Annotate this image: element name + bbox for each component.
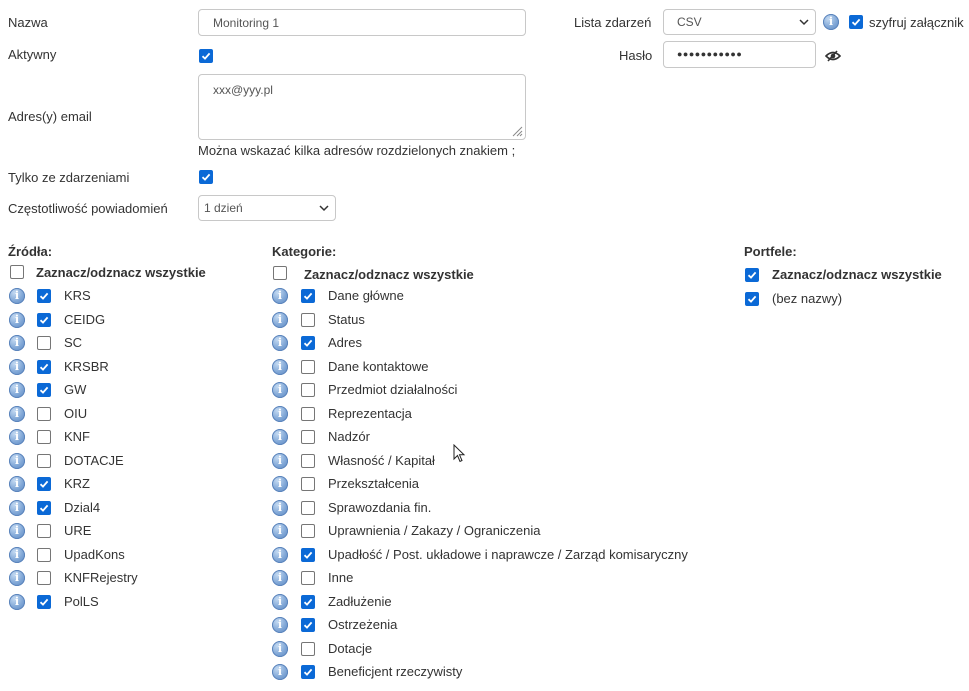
categories-item-checkbox[interactable] (301, 618, 315, 632)
info-icon[interactable]: i (272, 523, 288, 539)
events-only-checkbox[interactable] (199, 170, 213, 184)
check-icon (851, 17, 861, 27)
categories-select-all-label: Zaznacz/odznacz wszystkie (304, 267, 474, 282)
info-icon[interactable]: i (9, 406, 25, 422)
check-icon (303, 667, 313, 677)
chevron-down-icon (799, 17, 809, 27)
categories-item-checkbox[interactable] (301, 407, 315, 421)
info-icon[interactable]: i (272, 335, 288, 351)
frequency-label: Częstotliwość powiadomień (8, 201, 168, 216)
info-icon[interactable]: i (9, 594, 25, 610)
check-icon (39, 597, 49, 607)
sources-item-label: KRSBR (64, 358, 109, 374)
categories-item-label: Adres (328, 335, 362, 350)
info-icon[interactable]: i (272, 406, 288, 422)
portfolios-header: Portfele: (744, 244, 797, 259)
password-value: ●●●●●●●●●●● (677, 49, 743, 59)
sources-item-label: GW (64, 382, 87, 397)
sources-item-label: KRZ (64, 476, 90, 491)
info-icon[interactable]: i (272, 382, 288, 398)
check-icon (39, 291, 49, 301)
info-icon[interactable]: i (9, 523, 25, 539)
email-textarea[interactable] (198, 74, 526, 140)
portfolios-item-label: (bez nazwy) (772, 291, 843, 306)
info-icon[interactable]: i (9, 547, 25, 563)
sources-item-checkbox[interactable] (37, 383, 51, 397)
active-checkbox[interactable] (199, 49, 213, 63)
categories-item-label: Dotacje (328, 640, 373, 656)
sources-item-checkbox[interactable] (37, 407, 51, 421)
info-icon[interactable]: i (9, 382, 25, 398)
check-icon (201, 172, 211, 182)
categories-item-checkbox[interactable] (301, 477, 315, 491)
check-icon (303, 338, 313, 348)
sources-item-checkbox[interactable] (37, 289, 51, 303)
sources-item-label: KNFRejestry (64, 570, 138, 585)
info-icon[interactable]: i (272, 617, 288, 633)
categories-item-label: Własność / Kapitał (328, 452, 435, 468)
info-icon[interactable]: i (9, 312, 25, 328)
info-icon[interactable]: i (272, 570, 288, 586)
sources-item-checkbox[interactable] (37, 430, 51, 444)
portfolios-select-all-label: Zaznacz/odznacz wszystkie (772, 267, 942, 282)
name-label: Nazwa (8, 15, 48, 30)
sources-item-label: SC (64, 335, 83, 350)
sources-item-label: KRS (64, 288, 91, 303)
info-icon[interactable]: i (272, 500, 288, 516)
categories-item-checkbox[interactable] (301, 313, 315, 327)
info-icon[interactable]: i (9, 500, 25, 516)
sources-item-label: KNF (64, 429, 90, 444)
sources-item-label: UpadKons (64, 546, 125, 562)
check-icon (303, 291, 313, 301)
sources-item-checkbox[interactable] (37, 477, 51, 491)
chevron-down-icon (319, 203, 329, 213)
check-icon (39, 479, 49, 489)
categories-item-label: Beneficjent rzeczywisty (328, 664, 463, 679)
info-icon[interactable]: i (9, 359, 25, 375)
portfolios-item-checkbox[interactable] (745, 292, 759, 306)
categories-item-label: Inne (328, 570, 354, 585)
sources-item-checkbox[interactable] (37, 548, 51, 562)
info-icon[interactable]: i (272, 594, 288, 610)
info-icon[interactable]: i (272, 641, 288, 657)
check-icon (747, 294, 757, 304)
categories-item-checkbox[interactable] (301, 501, 315, 515)
categories-item-label: Nadzór (328, 429, 370, 444)
info-icon[interactable]: i (9, 453, 25, 469)
categories-item-checkbox[interactable] (301, 665, 315, 679)
check-icon (303, 620, 313, 630)
categories-item-label: Status (328, 311, 365, 327)
categories-item-checkbox[interactable] (301, 360, 315, 374)
sources-item-checkbox[interactable] (37, 336, 51, 350)
check-icon (39, 362, 49, 372)
categories-item-label: Ostrzeżenia (328, 617, 398, 632)
categories-item-label: Dane kontaktowe (328, 358, 429, 374)
mouse-cursor-icon (453, 444, 467, 464)
categories-item-checkbox[interactable] (301, 336, 315, 350)
resize-grip-icon[interactable] (511, 125, 523, 137)
info-icon[interactable]: i (9, 335, 25, 351)
eye-slash-icon[interactable] (825, 49, 841, 63)
email-label: Adres(y) email (8, 109, 92, 124)
info-icon[interactable]: i (272, 547, 288, 563)
check-icon (39, 315, 49, 325)
encrypt-checkbox[interactable] (849, 15, 863, 29)
sources-item-label: URE (64, 523, 92, 538)
categories-item-label: Zadłużenie (328, 593, 392, 609)
portfolios-select-all-checkbox[interactable] (745, 268, 759, 282)
sources-item-checkbox[interactable] (37, 524, 51, 538)
categories-item-checkbox[interactable] (301, 524, 315, 538)
events-list-label: Lista zdarzeń (574, 15, 652, 30)
info-icon[interactable]: i (272, 288, 288, 304)
sources-item-label: DOTACJE (64, 452, 124, 468)
info-icon[interactable]: i (9, 570, 25, 586)
events-list-value: CSV (677, 15, 702, 29)
sources-item-label: OIU (64, 405, 88, 421)
sources-select-all-checkbox[interactable] (10, 265, 24, 279)
sources-item-checkbox[interactable] (37, 360, 51, 374)
sources-item-checkbox[interactable] (37, 501, 51, 515)
events-only-label: Tylko ze zdarzeniami (8, 170, 130, 185)
email-hint: Można wskazać kilka adresów rozdzielonych znakiem ; (198, 143, 516, 158)
frequency-value: 1 dzień (204, 201, 243, 215)
categories-item-label: Sprawozdania fin. (328, 499, 432, 515)
categories-item-checkbox[interactable] (301, 642, 315, 656)
info-icon[interactable]: i (272, 476, 288, 492)
sources-item-label: CEIDG (64, 311, 106, 327)
info-icon[interactable]: i (272, 359, 288, 375)
sources-item-checkbox[interactable] (37, 454, 51, 468)
check-icon (303, 597, 313, 607)
active-label: Aktywny (8, 47, 57, 62)
categories-select-all-checkbox[interactable] (273, 266, 287, 280)
events-list-select[interactable] (663, 9, 816, 35)
sources-select-all-label: Zaznacz/odznacz wszystkie (36, 265, 206, 280)
name-input[interactable] (198, 9, 526, 36)
categories-item-checkbox[interactable] (301, 289, 315, 303)
categories-item-checkbox[interactable] (301, 548, 315, 562)
info-icon[interactable]: i (9, 476, 25, 492)
encrypt-label: szyfruj załącznik (869, 15, 964, 30)
categories-item-checkbox[interactable] (301, 383, 315, 397)
info-icon[interactable]: i (272, 453, 288, 469)
categories-header: Kategorie: (272, 244, 337, 259)
password-input[interactable] (663, 41, 816, 68)
categories-item-checkbox[interactable] (301, 454, 315, 468)
categories-item-label: Dane główne (328, 288, 404, 303)
categories-item-label: Reprezentacja (328, 405, 412, 421)
sources-item-checkbox[interactable] (37, 571, 51, 585)
categories-item-checkbox[interactable] (301, 595, 315, 609)
check-icon (747, 270, 757, 280)
info-icon[interactable]: i (272, 312, 288, 328)
sources-header: Źródła: (8, 244, 53, 259)
categories-item-label: Upadłość / Post. układowe i naprawcze / Zarząd komisaryczny (328, 546, 688, 562)
categories-item-label: Przedmiot działalności (328, 382, 458, 397)
sources-item-checkbox[interactable] (37, 595, 51, 609)
categories-item-label: Uprawnienia / Zakazy / Ograniczenia (328, 523, 541, 538)
info-icon[interactable]: i (9, 429, 25, 445)
categories-item-checkbox[interactable] (301, 430, 315, 444)
check-icon (39, 385, 49, 395)
password-label: Hasło (619, 48, 653, 63)
check-icon (303, 550, 313, 560)
info-icon[interactable]: i (823, 14, 839, 30)
categories-item-checkbox[interactable] (301, 571, 315, 585)
check-icon (201, 51, 211, 61)
frequency-select[interactable] (198, 195, 336, 221)
sources-item-label: Dzial4 (64, 499, 101, 515)
sources-item-checkbox[interactable] (37, 313, 51, 327)
check-icon (39, 503, 49, 513)
info-icon[interactable]: i (9, 288, 25, 304)
categories-item-label: Przekształcenia (328, 476, 420, 491)
info-icon[interactable]: i (272, 664, 288, 680)
info-icon[interactable]: i (272, 429, 288, 445)
sources-item-label: PolLS (64, 593, 99, 609)
